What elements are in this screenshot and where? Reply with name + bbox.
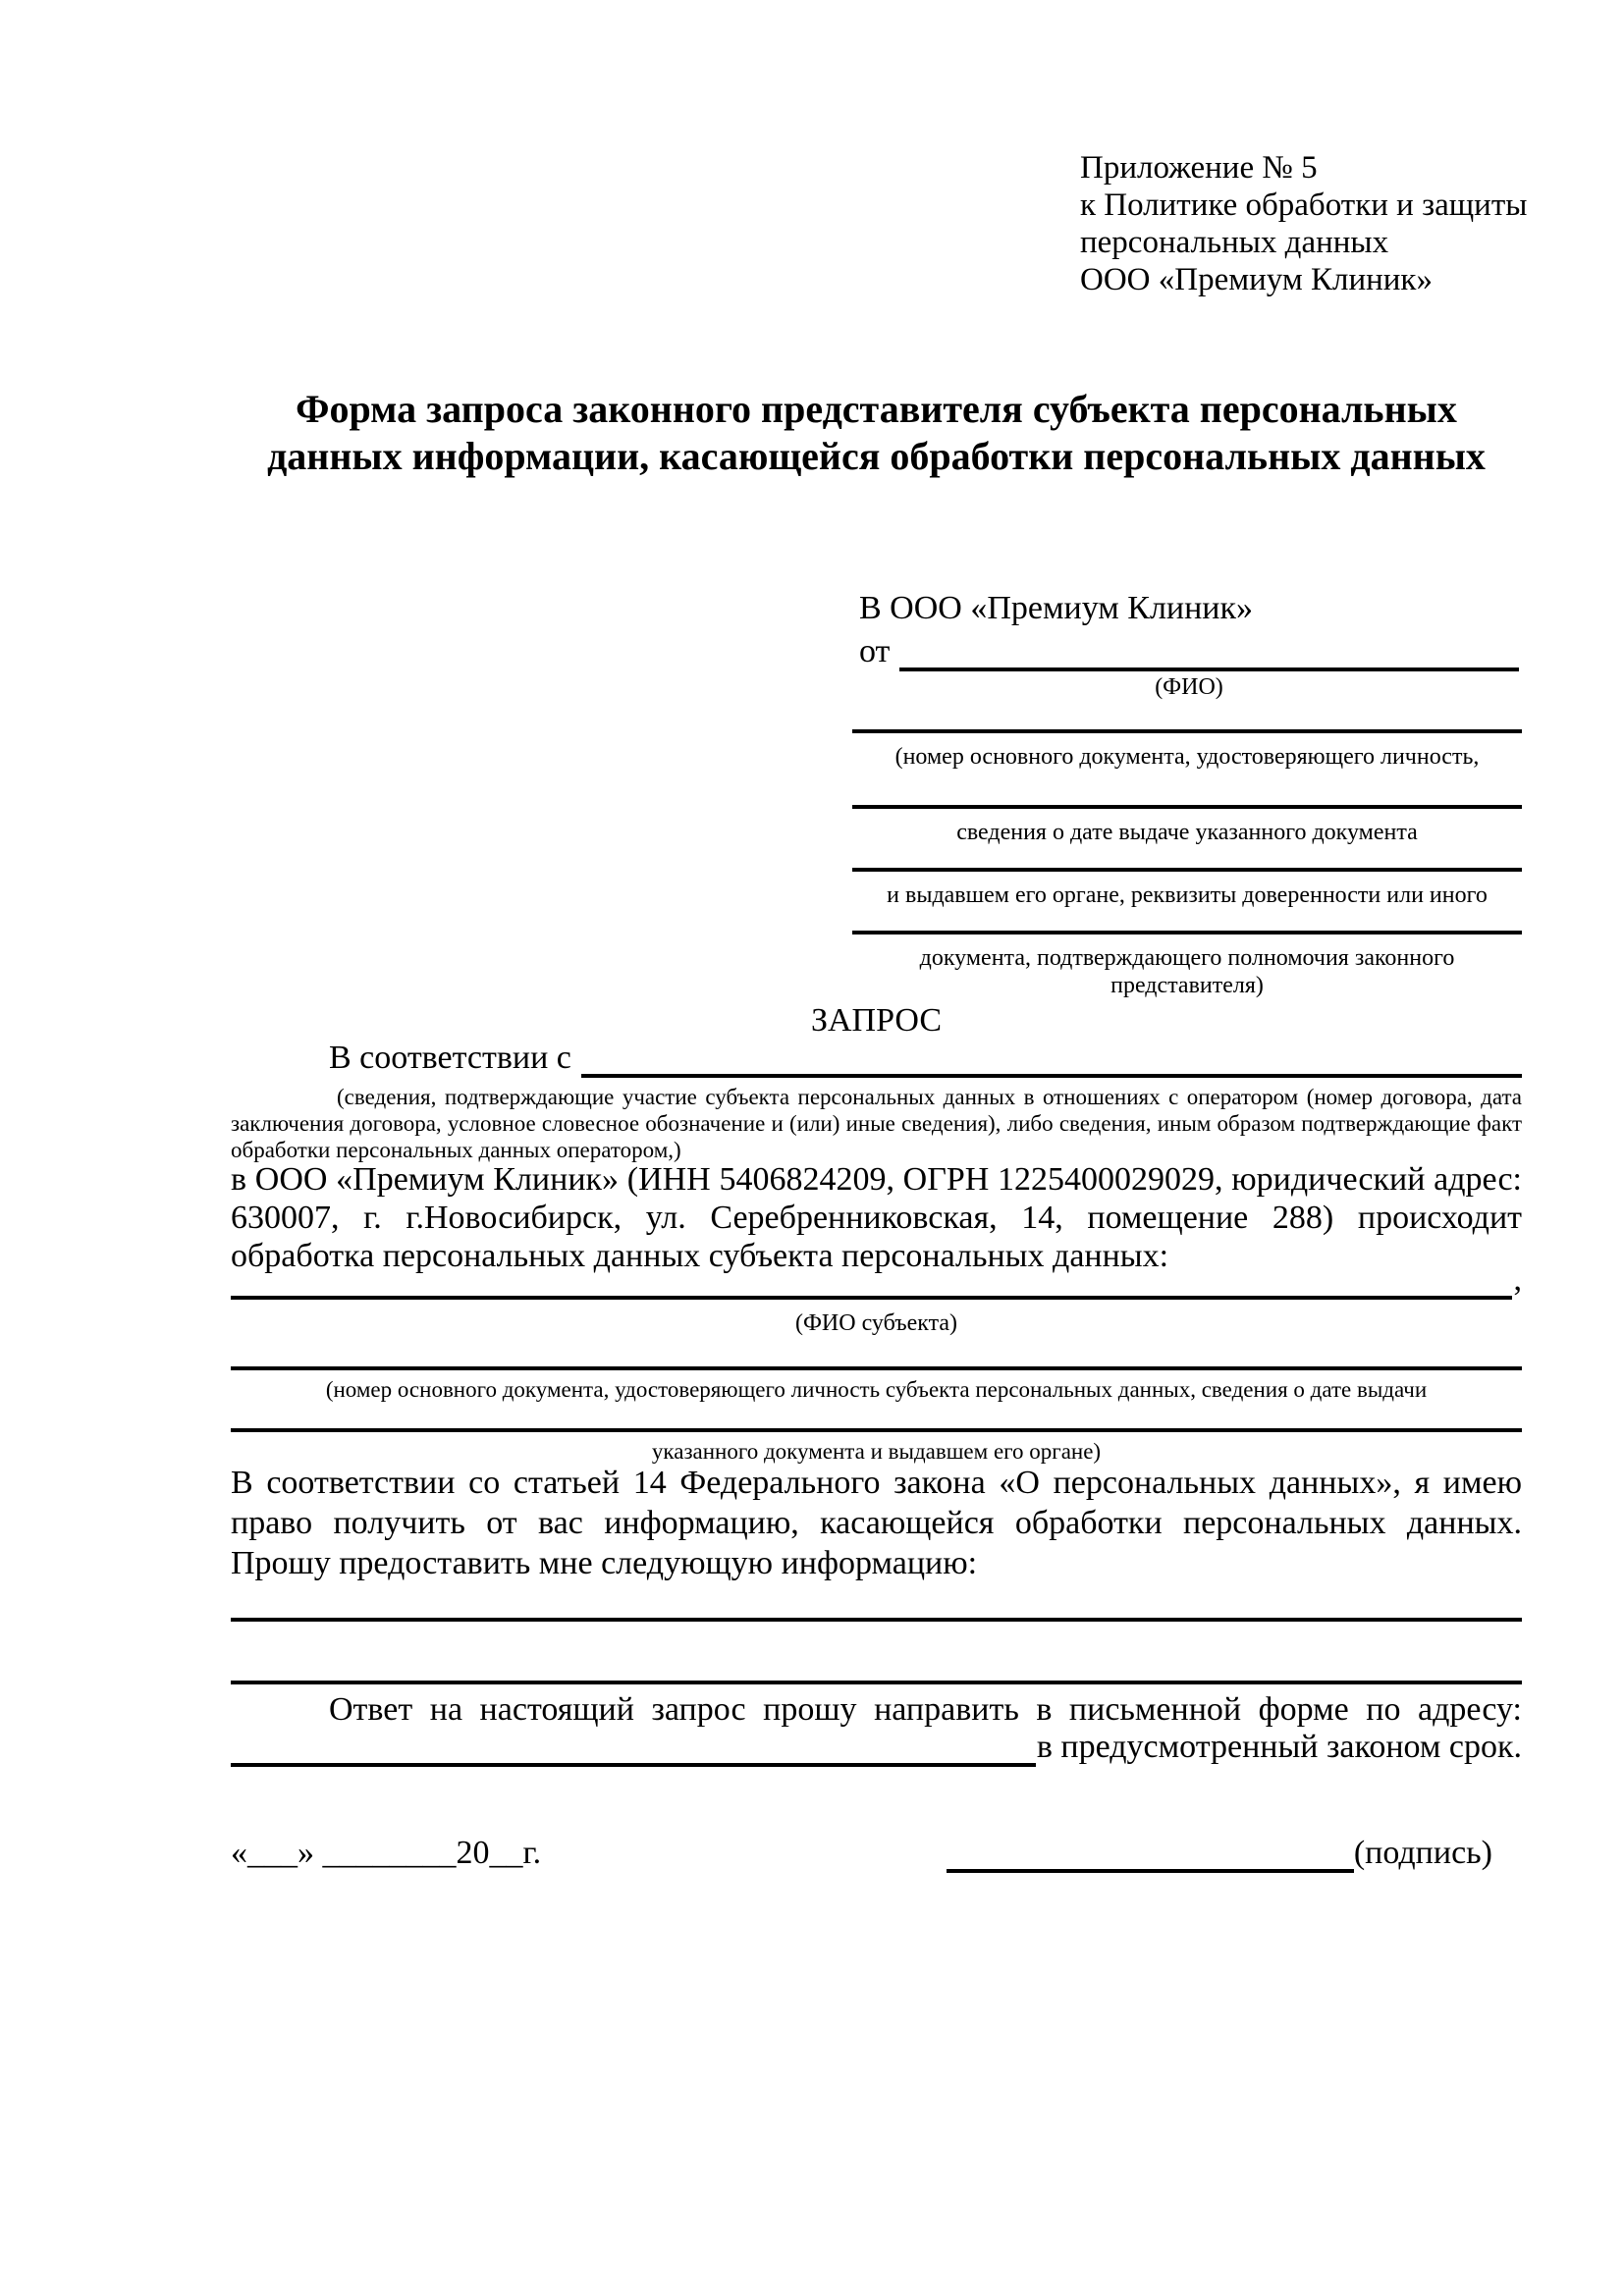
date-placeholder: «___» ________20__г. bbox=[231, 1835, 542, 1871]
appendix-reference-block bbox=[1080, 149, 1542, 298]
reply-request-line: Ответ на настоящий запрос прошу направить в письменной форме по адресу: bbox=[329, 1691, 1522, 1728]
fio-caption: (ФИО) bbox=[1155, 674, 1223, 700]
rights-paragraph: В соответствии со статьей 14 Федерального закона «О персональных данных», я имею право получить от вас информацию, касающейся обработки персональных данных. Прошу предоставить мне следующую информацию: bbox=[231, 1465, 1522, 1581]
footer-row bbox=[231, 1834, 1522, 1873]
intro-caption: (сведения, подтверждающие участие субъекта персональных данных в отношениях с оператором (номер договора, дата заключения договора, условное словесное обозначение и (или) иные сведения), либо сведения, иным образом подтверждающие факт обработки персональных данных оператором,) bbox=[231, 1085, 1522, 1162]
representative-doc-field bbox=[852, 931, 1522, 999]
appendix-number: Приложение № 5 bbox=[1080, 150, 1318, 186]
field-caption: документа, подтверждающего полномочия законного представителя) bbox=[919, 945, 1455, 998]
signature-group bbox=[947, 1834, 1492, 1873]
addressee-block bbox=[859, 589, 1519, 701]
reply-tail: в предусмотренный законом срок. bbox=[1036, 1729, 1522, 1765]
from-fill-line bbox=[899, 632, 1519, 671]
subject-doc-caption-1: (номер основного документа, удостоверяющего личность субъекта персональных данных, сведения о дате выдачи bbox=[325, 1377, 1428, 1402]
policy-reference-line: персональных данных bbox=[1080, 225, 1389, 260]
subject-fio-line bbox=[231, 1260, 1512, 1300]
signature-caption: (подпись) bbox=[1353, 1835, 1492, 1871]
subject-fio-caption: (ФИО субъекта) bbox=[794, 1310, 958, 1336]
reply-address-line bbox=[231, 1734, 1036, 1767]
representative-doc-field bbox=[852, 805, 1522, 846]
intro-label: В соответствии с bbox=[329, 1040, 571, 1076]
representative-doc-field bbox=[852, 868, 1522, 909]
subject-doc-line-1 bbox=[231, 1366, 1522, 1370]
policy-reference-line: к Политике обработки и защиты bbox=[1080, 187, 1528, 223]
addressee-to: В ООО «Премиум Клиник» bbox=[859, 590, 1254, 626]
form-title: Форма запроса законного представителя субъекта персональных данных информации, касающейся обработки персональных данных bbox=[267, 387, 1486, 478]
info-blank-line-2 bbox=[231, 1681, 1522, 1684]
operator-paragraph: в ООО «Премиум Клиник» (ИНН 5406824209, ОГРН 1225400029029, юридический адрес: 630007, г. г.Новосибирск, ул. Серебренниковская, 14, помещение 288) происходит обработка персональных данных субъекта персональных данных: bbox=[231, 1161, 1522, 1274]
subject-doc-line-2 bbox=[231, 1428, 1522, 1432]
field-caption: сведения о дате выдаче указанного документа bbox=[956, 820, 1418, 845]
subject-fio-line-row bbox=[231, 1260, 1522, 1300]
field-caption: (номер основного документа, удостоверяющего личность, bbox=[894, 744, 1480, 770]
intro-fill-line bbox=[581, 1039, 1522, 1078]
from-label: от bbox=[859, 633, 891, 669]
signature-line bbox=[947, 1834, 1354, 1873]
subject-doc-caption-2: указанного документа и выдавшем его органе) bbox=[651, 1439, 1102, 1464]
from-row bbox=[859, 632, 1519, 671]
reply-address-row bbox=[231, 1730, 1522, 1767]
organization-name: ООО «Премиум Клиник» bbox=[1080, 262, 1433, 297]
info-blank-line-1 bbox=[231, 1618, 1522, 1622]
subject-line-comma: , bbox=[1513, 1261, 1522, 1298]
reply-paragraph bbox=[231, 1690, 1522, 1767]
request-heading: ЗАПРОС bbox=[810, 1002, 943, 1039]
intro-row bbox=[231, 1039, 1522, 1078]
field-caption: и выдавшем его органе, реквизиты доверенности или иного bbox=[887, 882, 1488, 908]
representative-doc-field bbox=[852, 729, 1522, 771]
